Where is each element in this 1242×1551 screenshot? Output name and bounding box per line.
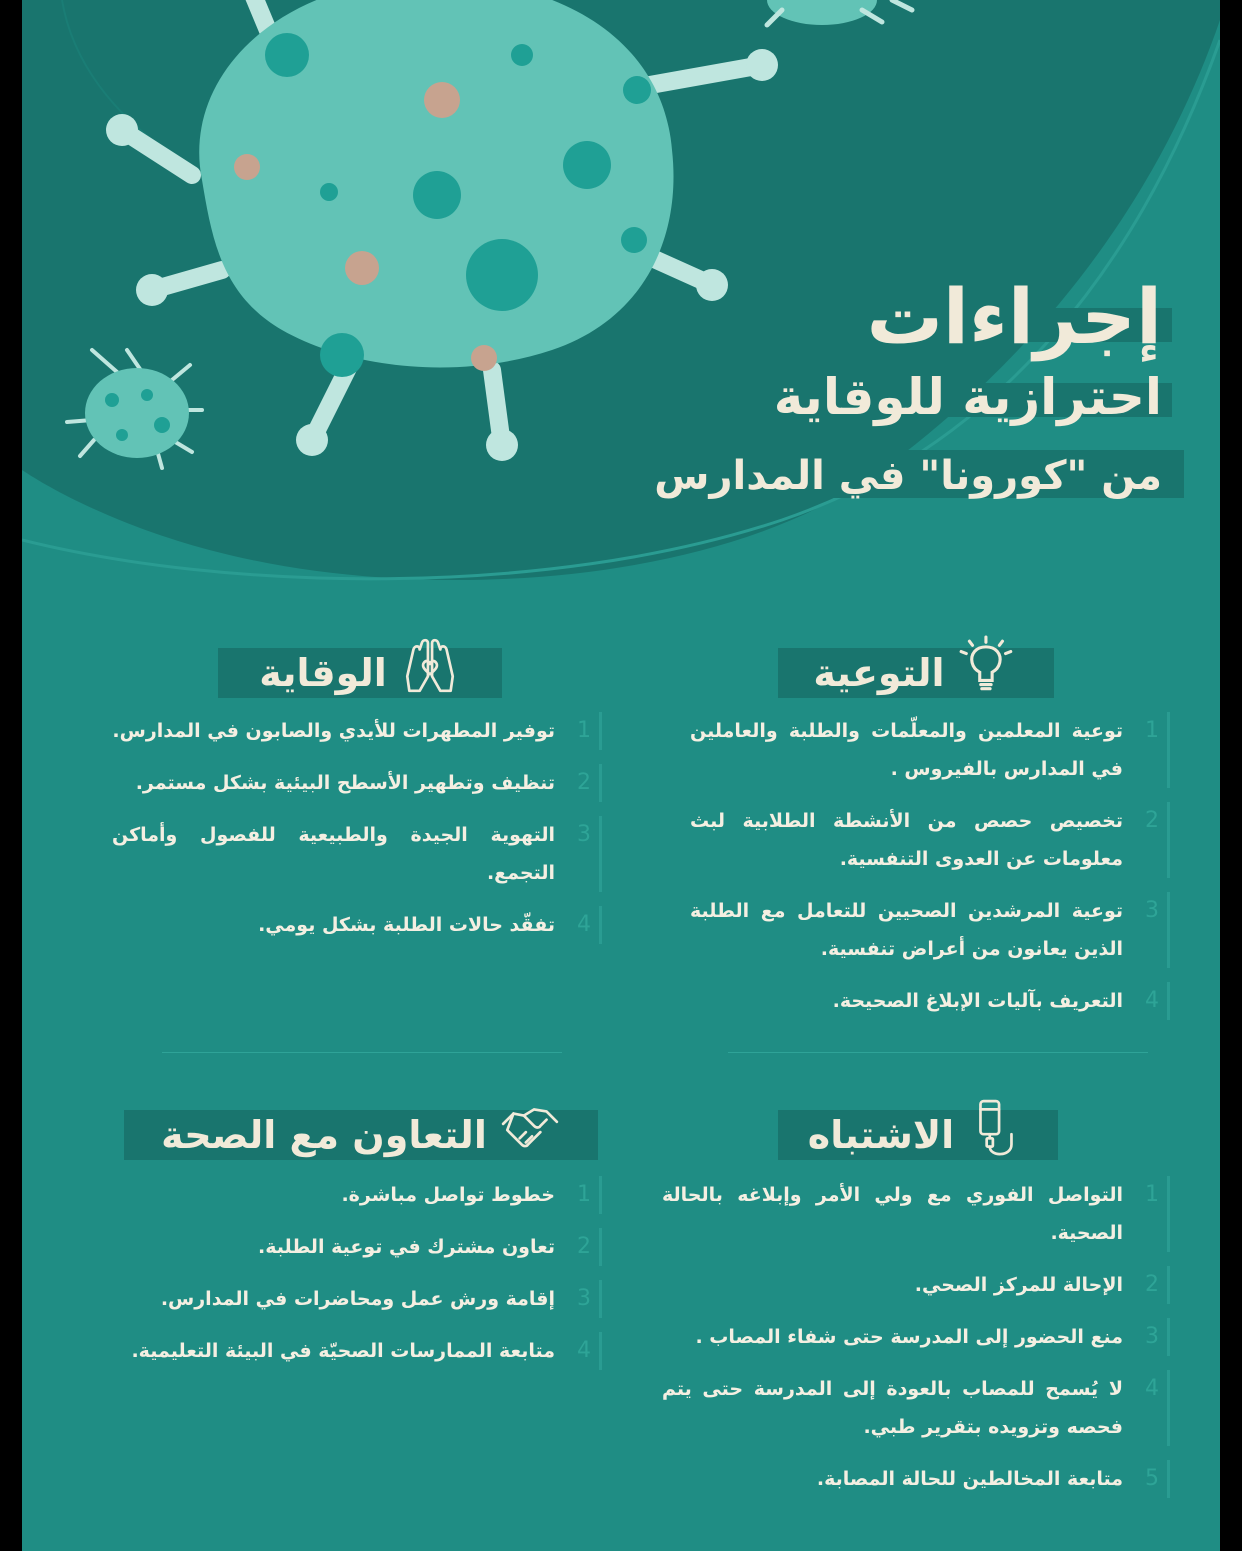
item-number: 2 [1137, 1266, 1170, 1304]
item-text: توعية المرشدين الصحيين للتعامل مع الطلبة الذين يعانون من أعراض تنفسية. [690, 900, 1123, 960]
iv-drip-icon [966, 1097, 1028, 1159]
item-text: خطوط تواصل مباشرة. [341, 1184, 555, 1206]
section-header-cooperation [124, 1110, 598, 1160]
item-number: 3 [1137, 892, 1170, 968]
item-text: التعريف بآليات الإبلاغ الصحيحة. [832, 990, 1123, 1012]
title-line-2: احترازية للوقاية [773, 368, 1162, 426]
section-header-suspicion [778, 1110, 1058, 1160]
item-number: 1 [569, 1176, 602, 1214]
list-item [112, 764, 602, 802]
item-text: التواصل الفوري مع ولي الأمر وإبلاغه بالحالة الصحية. [662, 1184, 1123, 1244]
item-number: 4 [1137, 1370, 1170, 1446]
list-item [662, 1266, 1170, 1304]
list-item [96, 1176, 602, 1214]
item-number: 2 [569, 1228, 602, 1266]
item-number: 1 [569, 712, 602, 750]
item-text: متابعة المخالطين للحالة المصابة. [816, 1468, 1123, 1490]
item-text: لا يُسمح للمصاب بالعودة إلى المدرسة حتى يتم فحصه وتزويده بتقرير طبي. [662, 1378, 1123, 1438]
list-item [662, 1370, 1170, 1446]
list-awareness [690, 712, 1170, 1034]
item-number: 2 [569, 764, 602, 802]
section-header-awareness [778, 648, 1054, 698]
poster [22, 0, 1220, 1551]
title-line-1: إجراءات [866, 272, 1162, 361]
item-text: تفقّد حالات الطلبة بشكل يومي. [258, 914, 555, 936]
list-item [690, 982, 1170, 1020]
list-item [662, 1176, 1170, 1252]
item-number: 3 [1137, 1318, 1170, 1356]
hands-heart-icon [399, 635, 461, 697]
section-title-suspicion: الاشتباه [807, 1113, 955, 1157]
list-suspicion [662, 1176, 1170, 1512]
handshake-icon [499, 1097, 561, 1159]
list-item [112, 816, 602, 892]
item-text: تعاون مشترك في توعية الطلبة. [258, 1236, 555, 1258]
item-text: التهوية الجيدة والطبيعية للفصول وأماكن التجمع. [112, 824, 555, 884]
list-item [96, 1228, 602, 1266]
list-item [662, 1318, 1170, 1356]
list-item [96, 1332, 602, 1370]
item-text: منع الحضور إلى المدرسة حتى شفاء المصاب . [695, 1326, 1123, 1348]
item-text: متابعة الممارسات الصحيّة في البيئة التعليمية. [131, 1340, 555, 1362]
item-number: 2 [1137, 802, 1170, 878]
list-item [690, 802, 1170, 878]
list-cooperation [96, 1176, 602, 1384]
item-number: 3 [569, 1280, 602, 1318]
divider-left [162, 1052, 562, 1053]
divider-right [728, 1052, 1148, 1053]
section-title-awareness: التوعية [813, 651, 945, 695]
list-item [690, 712, 1170, 788]
list-prevention [112, 712, 602, 958]
item-text: توعية المعلمين والمعلّمات والطلبة والعاملين في المدارس بالفيروس . [690, 720, 1123, 780]
item-number: 5 [1137, 1460, 1170, 1498]
item-number: 1 [1137, 1176, 1170, 1252]
section-title-cooperation: التعاون مع الصحة [161, 1113, 487, 1157]
list-item [112, 906, 602, 944]
list-item [662, 1460, 1170, 1498]
title-line-3: من "كورونا" في المدارس [654, 453, 1162, 499]
item-number: 1 [1137, 712, 1170, 788]
list-item [690, 892, 1170, 968]
item-text: تنظيف وتطهير الأسطح البيئية بشكل مستمر. [135, 772, 555, 794]
section-header-prevention [218, 648, 502, 698]
list-item [112, 712, 602, 750]
item-number: 4 [1137, 982, 1170, 1020]
item-number: 3 [569, 816, 602, 892]
item-text: الإحالة للمركز الصحي. [914, 1274, 1123, 1296]
item-number: 4 [569, 906, 602, 944]
item-number: 4 [569, 1332, 602, 1370]
lightbulb-icon [957, 635, 1019, 697]
section-title-prevention: الوقاية [259, 651, 387, 695]
item-text: إقامة ورش عمل ومحاضرات في المدارس. [160, 1288, 555, 1310]
item-text: تخصيص حصص من الأنشطة الطلابية لبث معلومات عن العدوى التنفسية. [690, 810, 1123, 870]
list-item [96, 1280, 602, 1318]
item-text: توفير المطهرات للأيدي والصابون في المدارس. [112, 720, 555, 742]
